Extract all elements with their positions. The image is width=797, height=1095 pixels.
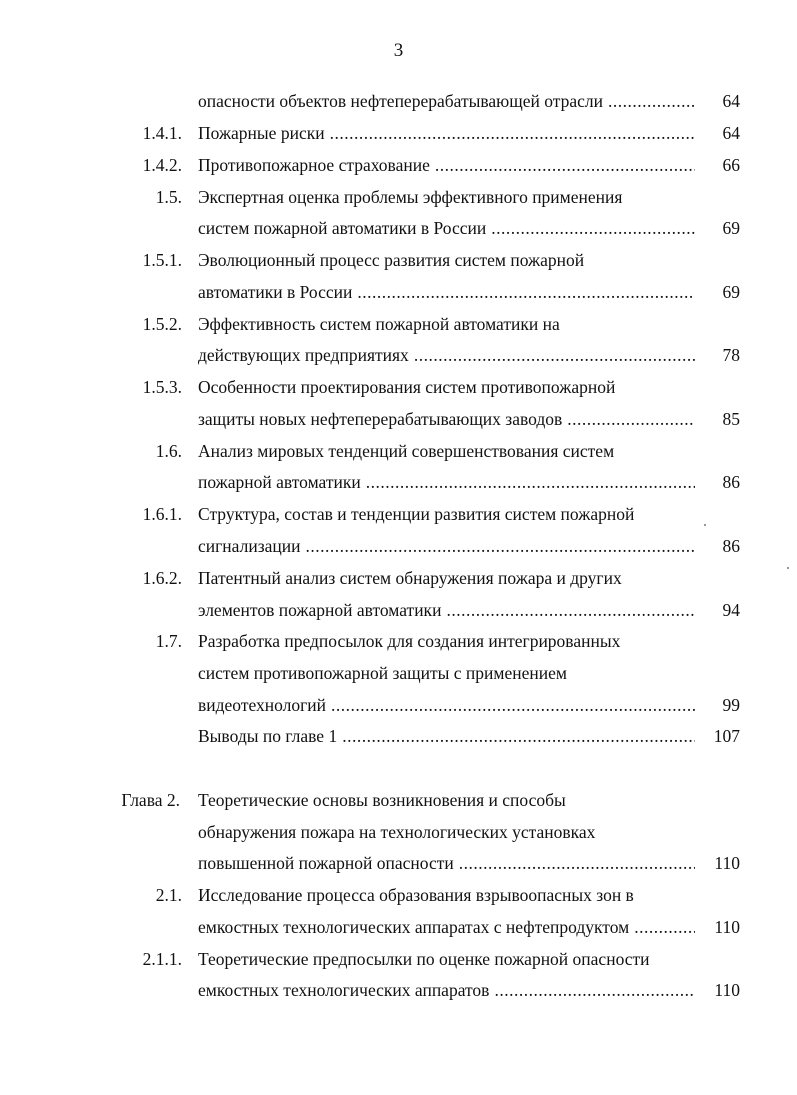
toc-page: 107 — [713, 726, 740, 746]
toc-number: 1.5. — [155, 187, 182, 207]
toc-number: 1.6. — [155, 441, 182, 461]
toc-number: 1.6.1. — [142, 504, 182, 524]
toc-page: 94 — [722, 600, 740, 620]
toc-line: Противопожарное страхование ..... — [198, 152, 695, 178]
toc-line: Выводы по главе 1 ..... — [198, 723, 695, 749]
toc-line: Пожарные риски ..... — [198, 120, 695, 146]
toc-page: 64 — [722, 123, 740, 143]
toc-line: защиты новых нефтеперерабатывающих заводов ..... — [198, 406, 695, 432]
toc-line: сигнализации ..... — [198, 533, 695, 559]
toc-line: обнаружения пожара на технологических установках — [198, 822, 596, 842]
toc-page: 85 — [722, 409, 740, 429]
toc-page: 64 — [722, 91, 740, 111]
toc-page: 86 — [722, 536, 740, 556]
toc-line: Эффективность систем пожарной автоматики на — [198, 314, 560, 334]
toc-line: видеотехнологий ..... — [198, 692, 695, 718]
toc-number: 2.1.1. — [142, 949, 182, 969]
scan-speck — [787, 567, 789, 569]
toc-page: 78 — [722, 345, 740, 365]
toc-number: Глава 2. — [121, 790, 180, 810]
toc-page: 110 — [714, 853, 740, 873]
page-number: 3 — [393, 40, 404, 61]
toc-line: Структура, состав и тенденции развития систем пожарной — [198, 504, 635, 524]
toc-page: 99 — [722, 695, 740, 715]
toc-page: 69 — [722, 282, 740, 302]
toc-line: Анализ мировых тенденций совершенствования систем — [198, 441, 615, 461]
toc-line: действующих предприятиях ..... — [198, 342, 695, 368]
toc-line: Теоретические основы возникновения и способы — [198, 790, 566, 810]
toc-line: систем пожарной автоматики в России ..... — [198, 215, 695, 241]
toc-number: 1.4.2. — [142, 155, 182, 175]
toc-line: Разработка предпосылок для создания интегрированных — [198, 631, 621, 651]
toc-number: 1.5.2. — [142, 314, 182, 334]
toc-line: систем противопожарной защиты с применением — [198, 663, 567, 683]
toc-line: Эволюционный процесс развития систем пожарной — [198, 250, 585, 270]
toc-line: элементов пожарной автоматики ..... — [198, 597, 695, 623]
scan-speck — [704, 524, 706, 526]
toc-line: Экспертная оценка проблемы эффективного применения — [198, 187, 623, 207]
toc-page: 69 — [722, 218, 740, 238]
toc-line: пожарной автоматики ..... — [198, 469, 695, 495]
toc-page: 110 — [714, 917, 740, 937]
toc-line: Патентный анализ систем обнаружения пожара и других — [198, 568, 622, 588]
toc-number: 1.7. — [155, 631, 182, 651]
toc-line: опасности объектов нефтеперерабатывающей отрасли ..... — [198, 88, 695, 114]
toc-line: емкостных технологических аппаратах с нефтепродуктом ..... — [198, 914, 695, 940]
toc-line: Исследование процесса образования взрывоопасных зон в — [198, 885, 634, 905]
toc-line: емкостных технологических аппаратов ..... — [198, 977, 695, 1003]
toc-number: 1.4.1. — [142, 123, 182, 143]
toc-line: повышенной пожарной опасности ..... — [198, 850, 695, 876]
toc-number: 1.5.1. — [142, 250, 182, 270]
toc-number: 1.5.3. — [142, 377, 182, 397]
toc-number: 1.6.2. — [142, 568, 182, 588]
toc-page: 110 — [714, 980, 740, 1000]
toc-page: 86 — [722, 472, 740, 492]
toc-number: 2.1. — [155, 885, 182, 905]
toc-line: автоматики в России ..... — [198, 279, 695, 305]
toc-line: Теоретические предпосылки по оценке пожарной опасности — [198, 949, 650, 969]
toc-line: Особенности проектирования систем противопожарной — [198, 377, 616, 397]
toc-page: 66 — [722, 155, 740, 175]
